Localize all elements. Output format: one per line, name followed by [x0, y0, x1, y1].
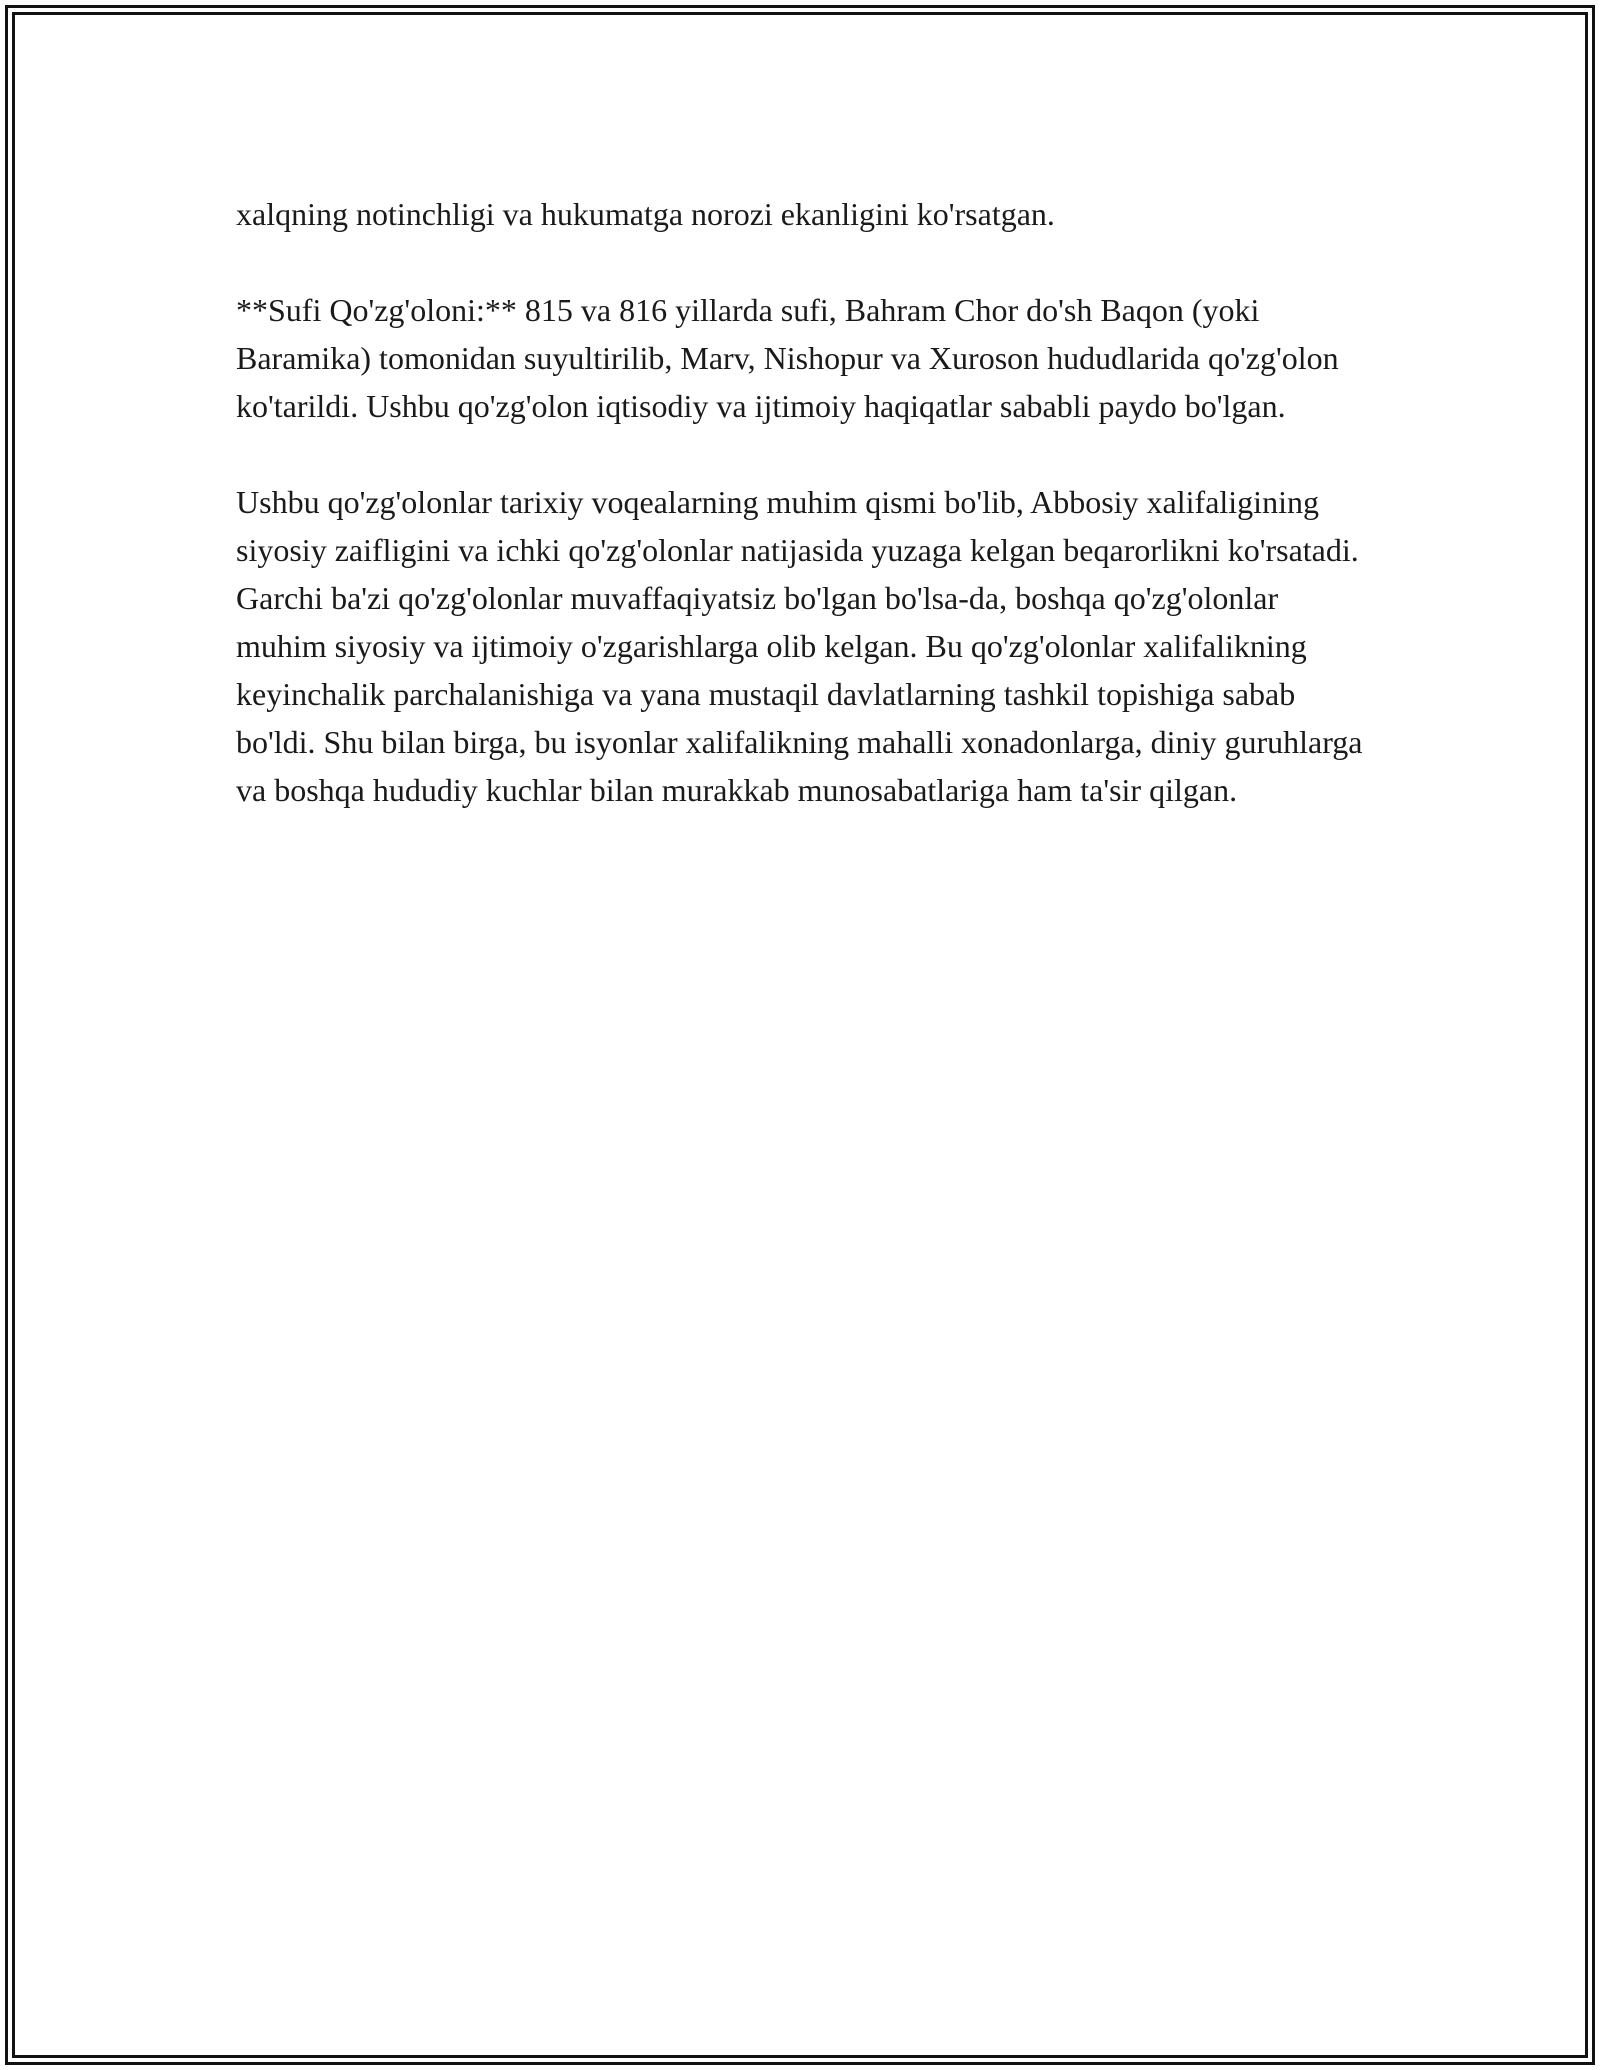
document-body — [236, 190, 1376, 862]
paragraph-conclusion: Ushbu qo'zg'olonlar tarixiy voqealarning muhim qismi bo'lib, Abbosiy xalifaligining siyosiy zaifligini va ichki qo'zg'olonlar natijasida yuzaga kelgan beqarorlikni ko'rsatadi. Garchi ba'zi qo'zg'olonlar muvaffaqiyatsiz bo'lgan bo'lsa-da, boshqa qo'zg'olonlar muhim siyosiy va ijtimoiy o'zgarishlarga olib kelgan. Bu qo'zg'olonlar xalifalikning keyinchalik parchalanishiga va yana mustaqil davlatlarning tashkil topishiga sabab bo'ldi. Shu bilan birga, bu isyonlar xalifalikning mahalli xonadonlarga, diniy guruhlarga va boshqa hududiy kuchlar bilan murakkab munosabatlariga ham ta'sir qilgan. — [236, 484, 1363, 808]
paragraph-continuation: xalqning notinchligi va hukumatga norozi ekanligini ko'rsatgan. — [236, 196, 1055, 232]
paragraph-sufi-uprising: **Sufi Qo'zg'oloni:** 815 va 816 yillarda sufi, Bahram Chor do'sh Baqon (yoki Baramika) tomonidan suyultirilib, Marv, Nishopur va Xuroson hududlarida qo'zg'olon ko'tarildi. Ushbu qo'zg'olon iqtisodiy va ijtimoiy haqiqatlar sababli paydo bo'lgan. — [236, 292, 1339, 424]
